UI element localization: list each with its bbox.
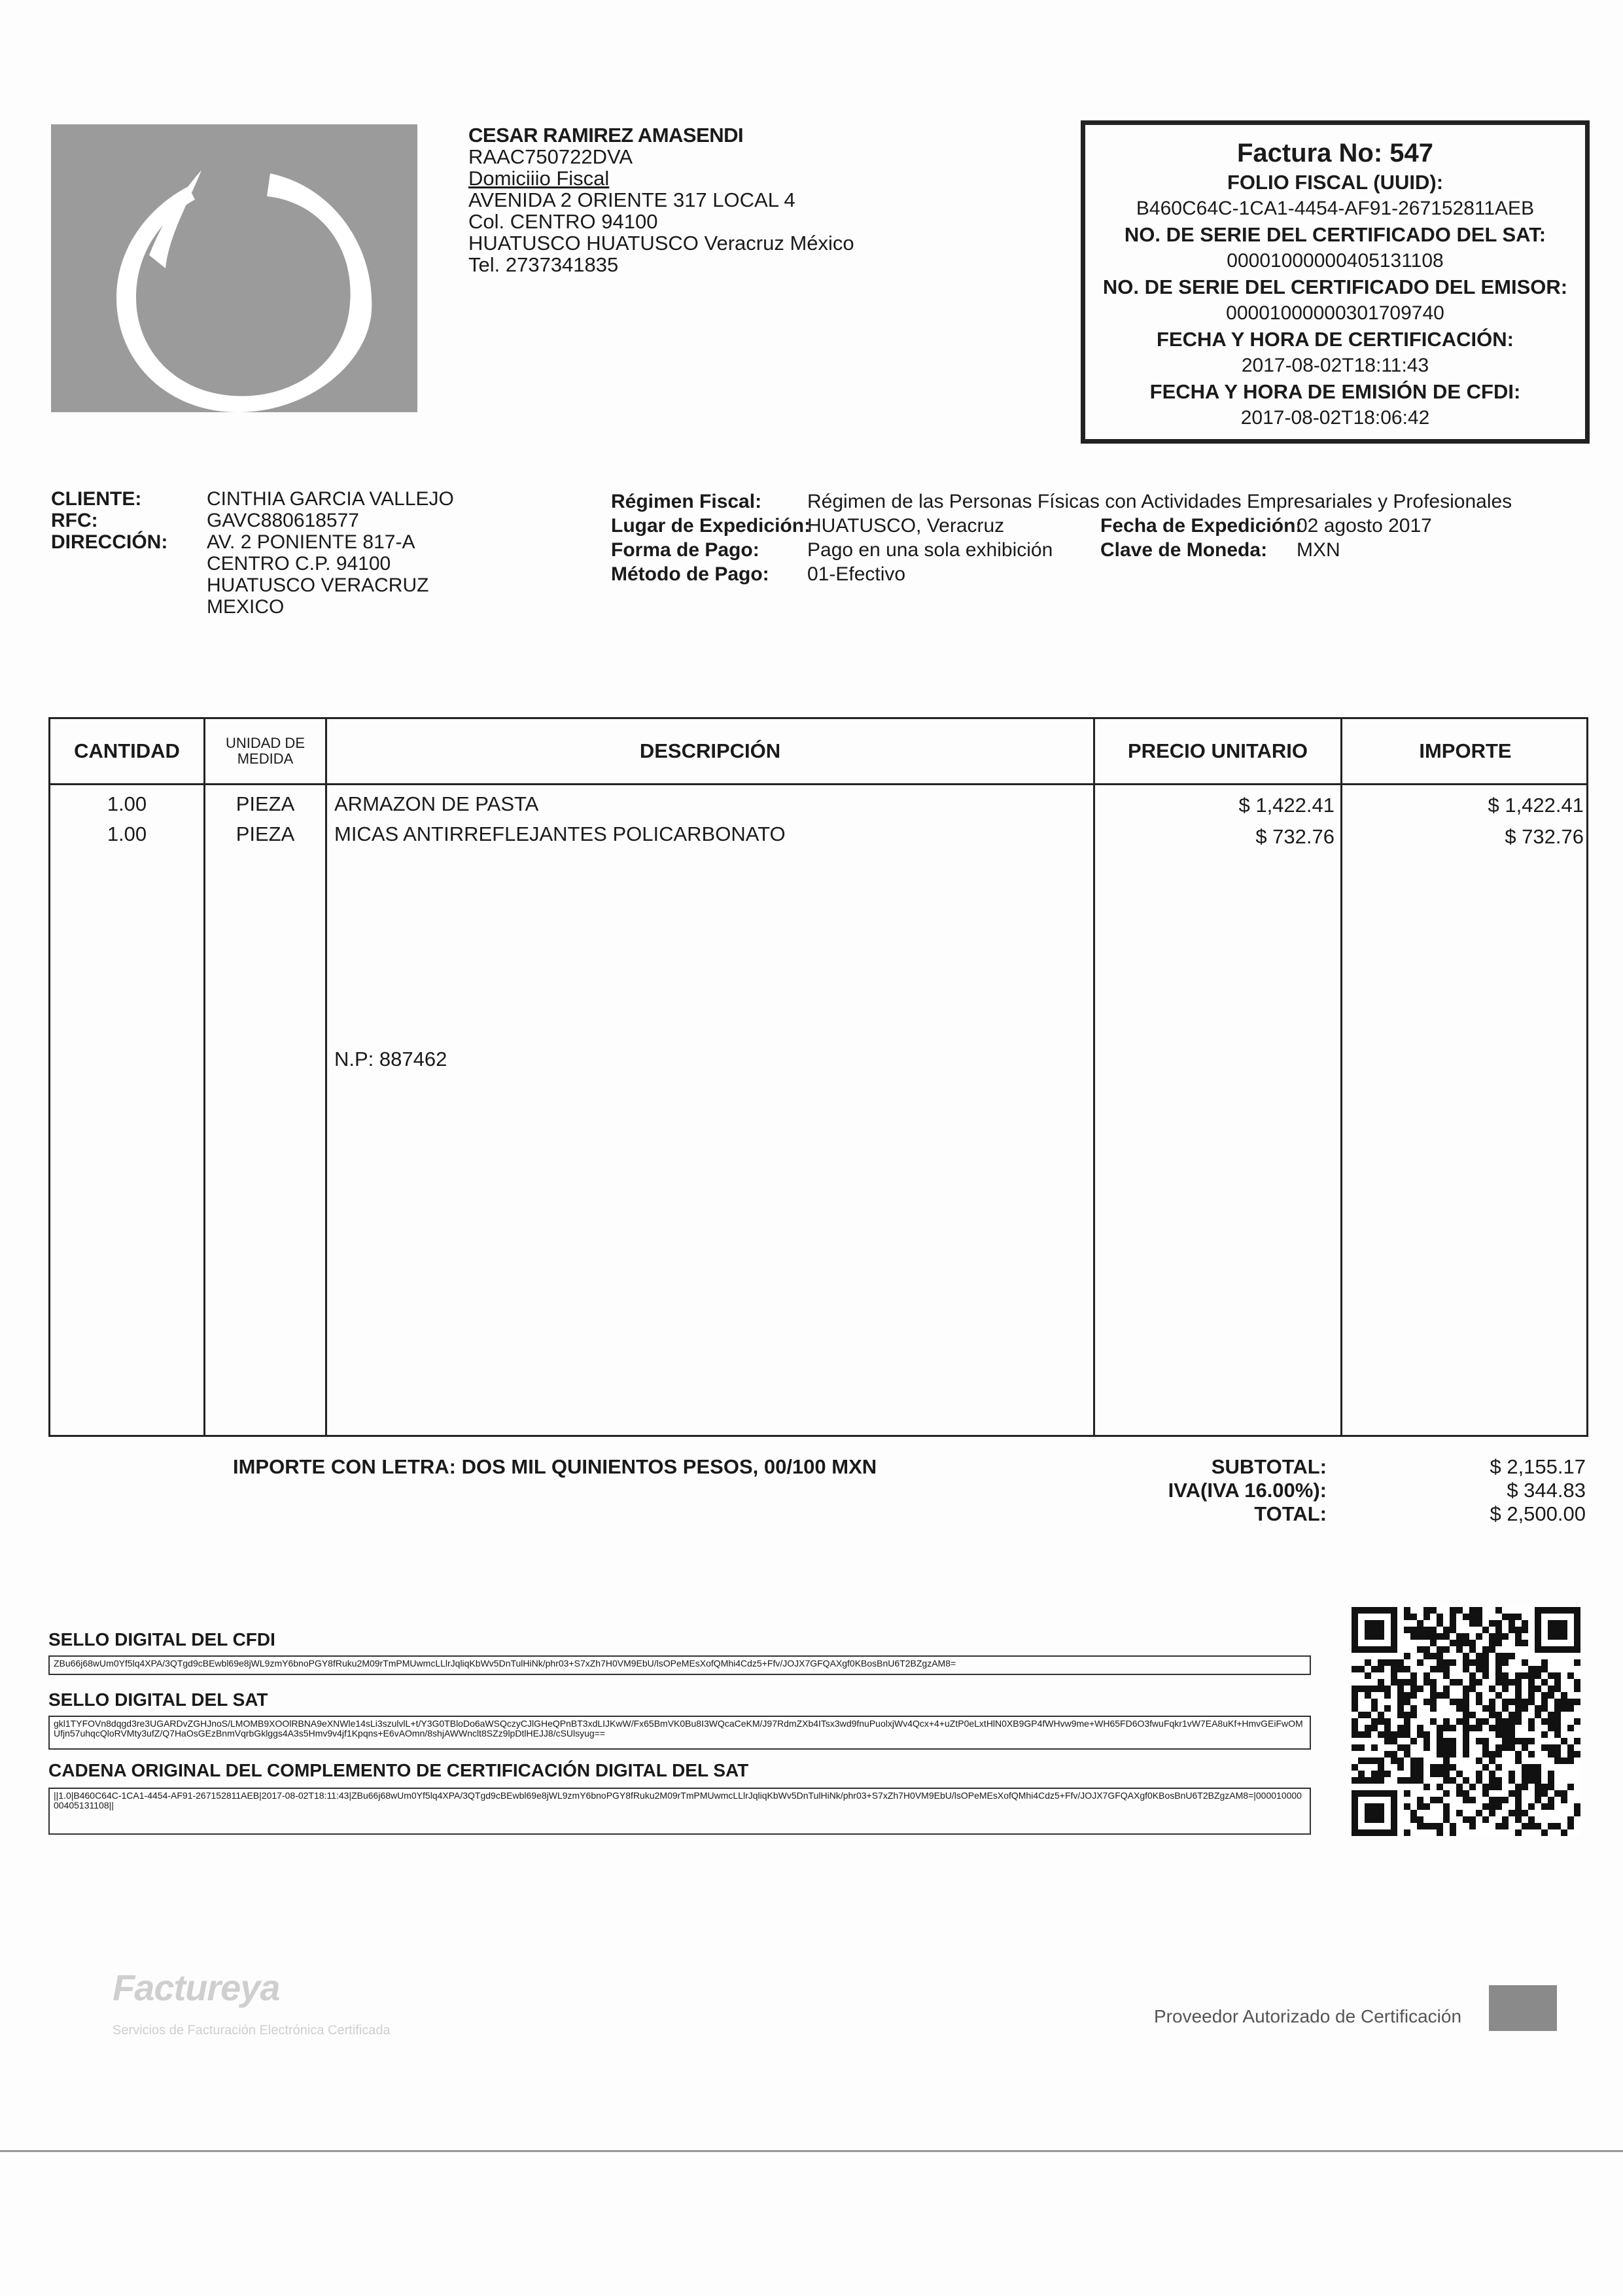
sello-cfdi-label: SELLO DIGITAL DEL CFDI [48,1629,275,1650]
header-importe: IMPORTE [1419,739,1512,762]
totals-labels [1047,1455,1327,1526]
row-2-precio: $ 732.76 [1255,825,1335,848]
subtotal-label: SUBTOTAL: [1211,1455,1327,1478]
issuer-tel: Tel. 2737341835 [468,253,619,276]
client-address-1: AV. 2 PONIENTE 817-A [207,531,415,553]
issuer-rfc: RAAC750722DVA [468,145,633,168]
client-values [207,488,454,618]
metodo-label: Método de Pago: [611,563,769,585]
cert-date-label: FECHA Y HORA DE CERTIFICACIÓN: [1157,328,1514,351]
invoice-number: Factura No: 547 [1236,139,1434,168]
metodo-value: 01-Efectivo [807,563,906,585]
uuid-label: FOLIO FISCAL (UUID): [1227,171,1444,194]
row-1-importe: $ 1,422.41 [1488,794,1584,817]
header-unidad: UNIDAD DE MEDIDA [225,735,305,767]
client-address-2: CENTRO C.P. 94100 [207,553,391,574]
client-rfc: GAVC880618577 [207,510,359,531]
row-2-importe: $ 732.76 [1505,825,1584,848]
row-1-precio: $ 1,422.41 [1238,794,1335,817]
cliente-label: CLIENTE: [51,488,142,510]
rfc-label: RFC: [51,510,98,531]
total-label: TOTAL: [1254,1502,1327,1525]
sat-cert-label: NO. DE SERIE DEL CERTIFICADO DEL SAT: [1124,223,1546,246]
iva-label: IVA(IVA 16.00%): [1168,1479,1327,1502]
fecha-value: 02 agosto 2017 [1297,515,1432,537]
issuer-address-3: HUATUSCO HUATUSCO Veracruz México [468,232,854,255]
uuid-value: B460C64C-1CA1-4454-AF91-267152811AEB [1136,198,1535,219]
sat-cert-value: 00001000000405131108 [1227,250,1444,272]
emisor-cert-value: 00001000000301709740 [1226,302,1444,324]
issuer-address-1: AVENIDA 2 ORIENTE 317 LOCAL 4 [468,188,795,211]
regimen-value: Régimen de las Personas Físicas con Actividades Empresariales y Profesionales [807,491,1512,512]
lugar-value: HUATUSCO, Veracruz [807,515,1005,537]
total-value: $ 2,500.00 [1490,1502,1586,1525]
forma-value: Pago en una sola exhibición [807,539,1053,561]
row-1-unidad: PIEZA [236,792,295,815]
issuer-domicilio-label: Domiciiio Fiscal [468,167,610,190]
fecha-label: Fecha de Expedición: [1100,515,1302,537]
fecha-moneda-labels [1100,514,1302,562]
qr-code [1352,1607,1580,1836]
sello-cfdi-value: ZBu66j68wUm0Yf5lq4XPA/3QTgd9cBEwbl69e8jWL9zmY6bnoPGY8fRuku2M09rTmPMUwmcLLlrJqliqKbWv5DnTulHiNk/phr03+S7xZh7H0VM9EbU/lsOPeMEsXofQMhi4Cdz5+Ffv/JOJX7GFQAXgf0KBosBnU6T2BZgzAM8= [48,1655,1311,1675]
cadena-original-label: CADENA ORIGINAL DEL COMPLEMENTO DE CERTIFICACIÓN DIGITAL DEL SAT [48,1760,749,1780]
cadena-original-value: ||1.0|B460C64C-1CA1-4454-AF91-267152811AEB|2017-08-02T18:11:43|ZBu66j68wUm0Yf5lq4XPA/3QTgd9cBEwbl69e8jWL9zmY6bnoPGY8fRuku2M09rTmPMUwmcLLlrJqliqKbWv5DnTulHiNk/phr03+S7xZh7H0VM9EbU/lsOPeMEsXofQMhi4Cdz5+Ffv/JOJX7GFQAXgf0KBosBnU6T2BZgzAM8=|00001000000405131108|| [48,1788,1311,1835]
header-precio: PRECIO UNITARIO [1128,739,1308,762]
cert-date-value: 2017-08-02T18:11:43 [1241,355,1429,376]
fecha-moneda-values [1297,514,1432,562]
row-2-unidad: PIEZA [236,822,295,845]
factureya-subtitle: Servicios de Facturación Electrónica Certificada [113,2023,391,2038]
issuer-info [468,124,854,275]
client-address-3: HUATUSCO VERACRUZ [207,574,429,596]
row-1-cantidad: 1.00 [107,792,147,815]
subtotal-value: $ 2,155.17 [1490,1455,1586,1478]
issuer-address-2: Col. CENTRO 94100 [468,210,658,233]
forma-label: Forma de Pago: [611,539,759,561]
lugar-label: Lugar de Expedición: [611,515,811,537]
sat-badge-icon [1489,1985,1557,2031]
regimen-label: Régimen Fiscal: [611,491,762,512]
issuer-name: CESAR RAMIREZ AMASENDI [468,124,744,147]
col-divider-2 [325,719,327,1435]
totals-values [1374,1455,1586,1526]
folio-box [1081,120,1590,444]
header-descripcion: DESCRIPCIÓN [639,739,781,762]
client-address-4: MEXICO [207,596,285,618]
fiscal-labels [611,489,811,586]
company-logo [51,124,417,412]
header-cantidad: CANTIDAD [74,739,180,762]
client-name: CINTHIA GARCIA VALLEJO [207,488,454,510]
sello-sat-label: SELLO DIGITAL DEL SAT [48,1689,268,1710]
row-1-descripcion: ARMAZON DE PASTA [334,792,539,815]
moneda-value: MXN [1297,539,1340,561]
factureya-logo: Factureya [113,1967,280,2008]
page-edge-line [0,2150,1623,2152]
table-header-divider [50,783,1586,785]
direccion-label: DIRECCIÓN: [51,531,168,553]
items-table [48,717,1588,1437]
importe-letra-label: IMPORTE CON LETRA: [233,1455,456,1478]
emision-date-label: FECHA Y HORA DE EMISIÓN DE CFDI: [1149,380,1521,403]
iva-value: $ 344.83 [1507,1479,1586,1502]
emision-date-value: 2017-08-02T18:06:42 [1240,407,1430,429]
client-labels [51,488,167,553]
provider-text: Proveedor Autorizado de Certificación [1154,2006,1462,2026]
item-note: N.P: 887462 [334,1048,447,1070]
row-2-descripcion: MICAS ANTIRREFLEJANTES POLICARBONATO [334,822,786,845]
moneda-label: Clave de Moneda: [1100,539,1268,561]
row-2-cantidad: 1.00 [107,822,147,845]
importe-letra-value: DOS MIL QUINIENTOS PESOS, 00/100 MXN [461,1455,877,1478]
importe-letra [233,1455,877,1479]
emisor-cert-label: NO. DE SERIE DEL CERTIFICADO DEL EMISOR: [1102,275,1568,298]
sello-sat-value: gkl1TYFOVn8dqgd3re3UGARDvZGHJnoS/LMOMB9XOOlRBNA9eXNWle14sLi3szulvlL+t/Y3G0TBloDo6aWSQczyCJlGHeQPnBT3xdLIJKwW/Fx65BmVK0Bu8I3WQcaCeKM/J97RdmZXb4ITsx3wd9fnuPuolxjWv4Qcx+4+uZtP0eLxtHlN0XB9GP4fWHvw9me+WH65FD6O3fwuFqkr1vW7EA8uKf+HmvGEiFwOMUfjn57uhqcQloRVMty3ufZ/Q7HaOsGEzBnmVqrbGklggs4A3s5Hmv9v4jf1Kpqns+E6vAOmn/8shjAWWnclt8SZz9lpDtlHEJJ8/cSUlsyug== [48,1716,1311,1750]
